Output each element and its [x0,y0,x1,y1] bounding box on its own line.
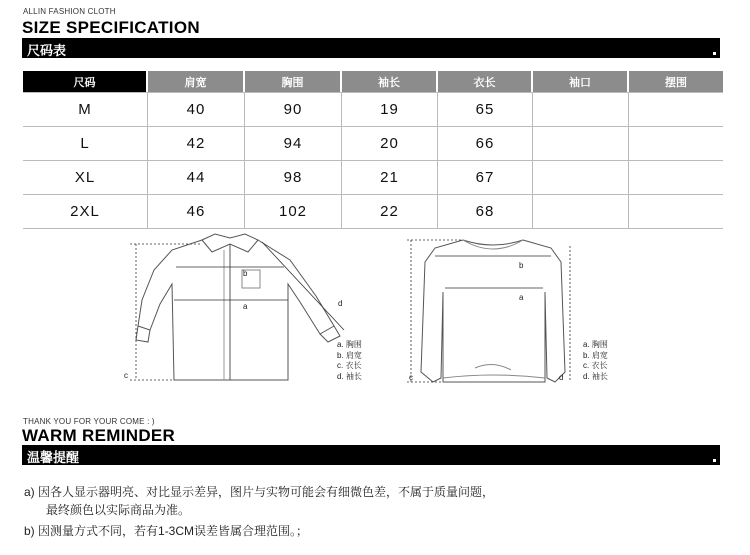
table-row [23,92,723,127]
table-cell: 22 [342,195,438,229]
table-cell: XL [23,161,148,195]
legend-left [337,340,362,382]
legend-key: b. [583,350,590,360]
legend-key: d. [583,371,590,381]
note-key: a) [24,485,35,499]
table-cell: 42 [148,127,245,161]
reminder-bar-label: 温馨提醒 [27,450,80,465]
legend-key: a. [337,340,344,349]
table-cell [533,92,629,127]
legend-label: 袖长 [345,371,362,381]
legend-key: d. [337,371,344,381]
label-b: b [243,269,248,278]
label-b: b [519,261,524,270]
bar-dot [713,459,716,462]
sweater-hem-shape [443,375,545,378]
sweater-body-shape [421,240,565,382]
legend-label: 肩宽 [591,350,608,360]
label-c: c [124,371,128,380]
reminder-title: WARM REMINDER [22,426,176,445]
table-cell [629,92,723,127]
table-cell: M [23,92,148,127]
table-cell: 65 [438,92,533,127]
legend-label: 胸围 [345,340,362,349]
legend-item [337,372,362,383]
legend-item [583,351,608,362]
table-row [23,161,723,195]
col-header-sleeve: 袖长 [342,71,438,92]
table-cell: 46 [148,195,245,229]
sleeve-measure-line [262,242,344,330]
legend-key: b. [337,350,344,360]
label-a: a [243,302,248,311]
sweater-fold-shape [475,364,511,370]
table-cell: 94 [245,127,342,161]
size-chart-bar [22,38,720,58]
shirt-body-shape [138,240,334,380]
table-cell: 90 [245,92,342,127]
legend-key: c. [583,361,590,370]
sweater-diagram [405,232,580,390]
table-cell: 2XL [23,195,148,229]
label-d: d [559,373,564,382]
legend-item [337,351,362,362]
col-header-cuff: 袖口 [533,71,629,92]
label-c: c [409,373,413,382]
page-title: SIZE SPECIFICATION [22,18,200,37]
reminder-bar [22,445,720,465]
legend-item [337,340,362,351]
table-cell [533,161,629,195]
table-cell [629,195,723,229]
note-text: 最终颜色以实际商品为准。 [46,503,191,517]
legend-label: 衣长 [591,361,608,370]
table-cell [629,127,723,161]
table-cell [629,161,723,195]
legend-item [583,361,608,372]
table-cell: 40 [148,92,245,127]
legend-item [337,361,362,372]
label-a: a [519,293,524,302]
table-cell: 20 [342,127,438,161]
note-key: b) [24,524,35,538]
bar-dot [713,52,716,55]
reminder-note [24,483,494,500]
size-chart-bar-label: 尺码表 [27,43,67,58]
legend-label: 袖长 [591,371,608,381]
table-cell: 68 [438,195,533,229]
table-cell [533,195,629,229]
table-cell: L [23,127,148,161]
table-cell: 67 [438,161,533,195]
col-header-hem: 摆围 [629,71,723,92]
legend-label: 衣长 [345,361,362,370]
legend-label: 肩宽 [345,350,362,360]
legend-key: c. [337,361,344,370]
legend-key: a. [583,340,590,349]
table-cell: 21 [342,161,438,195]
note-text: 因各人显示器明亮、对比显示差异，图片与实物可能会有细微色差，不属于质量问题， [38,485,495,499]
table-cell: 19 [342,92,438,127]
legend-label: 胸围 [591,340,608,349]
label-d: d [338,299,343,308]
size-table-header-row [23,71,723,92]
legend-item [583,340,608,351]
col-header-size: 尺码 [23,71,148,92]
note-text: 因测量方式不同，若有1-3CM误差皆属合理范围。； [38,524,309,538]
reminder-note [24,522,308,539]
table-cell [533,127,629,161]
col-header-chest: 胸围 [245,71,342,92]
table-cell: 98 [245,161,342,195]
brand-subtitle: ALLIN FASHION CLOTH [23,7,116,16]
reminder-subtitle: THANK YOU FOR YOUR COME : ) [23,417,155,426]
reminder-note [46,501,190,518]
col-header-length: 衣长 [438,71,533,92]
col-header-shoulder: 肩宽 [148,71,245,92]
table-row [23,195,723,229]
table-row [23,127,723,161]
legend-item [583,372,608,383]
shirt-diagram [120,230,350,390]
table-cell: 66 [438,127,533,161]
legend-right [583,340,608,382]
shirt-left-cuff-shape [136,326,150,342]
table-cell: 44 [148,161,245,195]
size-table [23,71,723,229]
table-cell: 102 [245,195,342,229]
